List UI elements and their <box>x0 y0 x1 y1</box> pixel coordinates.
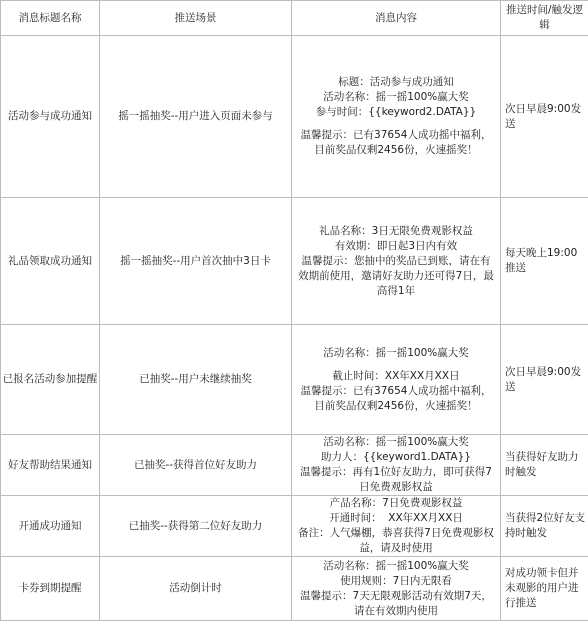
cell-push-timing: 当获得好友助力时触发 <box>501 435 588 496</box>
content-line: 有效期：即日起3日内有效 <box>298 239 494 254</box>
content-line: 温馨提示：再有1位好友助力，即可获得7日免费观影权益 <box>298 465 494 495</box>
table-row <box>1 198 588 325</box>
header-scene: 推送场景 <box>100 1 292 36</box>
cell-message-title: 好友帮助结果通知 <box>1 435 100 496</box>
content-line: 活动名称：摇一摇100%赢大奖 <box>298 346 494 361</box>
content-line: 活动名称：摇一摇100%赢大奖 <box>298 435 494 450</box>
content-line: 温馨提示：已有37654人成功摇中福利，目前奖品仅剩2456份，火速摇奖！ <box>298 128 494 158</box>
header-content: 消息内容 <box>292 1 501 36</box>
table-row <box>1 496 588 557</box>
cell-message-content <box>292 435 501 496</box>
content-line: 温馨提示：7天无限观影活动有效期7天，请在有效期内使用 <box>298 589 494 619</box>
cell-push-scene: 活动倒计时 <box>100 557 292 621</box>
cell-push-timing: 次日早晨9:00发送 <box>501 36 588 198</box>
content-line: 温馨提示：已有37654人成功摇中福利，目前奖品仅剩2456份，火速摇奖！ <box>298 384 494 414</box>
table-row <box>1 36 588 198</box>
cell-message-title: 礼品领取成功通知 <box>1 198 100 325</box>
content-line: 产品名称：7日免费观影权益 <box>298 496 494 511</box>
cell-message-content <box>292 36 501 198</box>
content-line: 活动名称：摇一摇100%赢大奖 <box>298 90 494 105</box>
cell-push-scene: 已抽奖--获得首位好友助力 <box>100 435 292 496</box>
cell-message-content <box>292 496 501 557</box>
header-title: 消息标题名称 <box>1 1 100 36</box>
content-line: 备注：人气爆棚，恭喜获得7日免费观影权益，请及时使用 <box>298 526 494 556</box>
cell-message-content <box>292 325 501 435</box>
content-line: 参与时间：{{keyword2.DATA}} <box>298 105 494 120</box>
cell-push-scene: 已抽奖--用户未继续抽奖 <box>100 325 292 435</box>
cell-push-scene: 已抽奖--获得第二位好友助力 <box>100 496 292 557</box>
table-header-row <box>1 1 588 36</box>
content-line: 使用规则：7日内无限看 <box>298 574 494 589</box>
content-line: 标题：活动参与成功通知 <box>298 75 494 90</box>
cell-message-title: 已报名活动参加提醒 <box>1 325 100 435</box>
table-row <box>1 557 588 621</box>
table-row <box>1 325 588 435</box>
cell-push-timing: 次日早晨9:00发送 <box>501 325 588 435</box>
cell-push-scene: 摇一摇抽奖--用户进入页面未参与 <box>100 36 292 198</box>
cell-message-title: 活动参与成功通知 <box>1 36 100 198</box>
content-line: 温馨提示：您抽中的奖品已到账，请在有效期前使用，邀请好友助力还可得7日，最高得1年 <box>298 254 494 299</box>
content-line <box>298 120 494 128</box>
content-line: 截止时间：XX年XX月XX日 <box>298 369 494 384</box>
cell-push-timing: 对成功领卡但并未观影的用户进行推送 <box>501 557 588 621</box>
content-line: 礼品名称：3日无限免费观影权益 <box>298 224 494 239</box>
cell-push-timing: 每天晚上19:00推送 <box>501 198 588 325</box>
header-timing: 推送时间/触发逻辑 <box>501 1 588 36</box>
cell-message-title: 开通成功通知 <box>1 496 100 557</box>
table-row <box>1 435 588 496</box>
content-line: 开通时间： XX年XX月XX日 <box>298 511 494 526</box>
cell-message-content <box>292 557 501 621</box>
content-line: 活动名称：摇一摇100%赢大奖 <box>298 559 494 574</box>
cell-message-content <box>292 198 501 325</box>
cell-push-timing: 当获得2位好友支持时触发 <box>501 496 588 557</box>
cell-push-scene: 摇一摇抽奖--用户首次抽中3日卡 <box>100 198 292 325</box>
content-line <box>298 361 494 369</box>
content-line: 助力人：{{keyword1.DATA}} <box>298 450 494 465</box>
cell-message-title: 卡券到期提醒 <box>1 557 100 621</box>
